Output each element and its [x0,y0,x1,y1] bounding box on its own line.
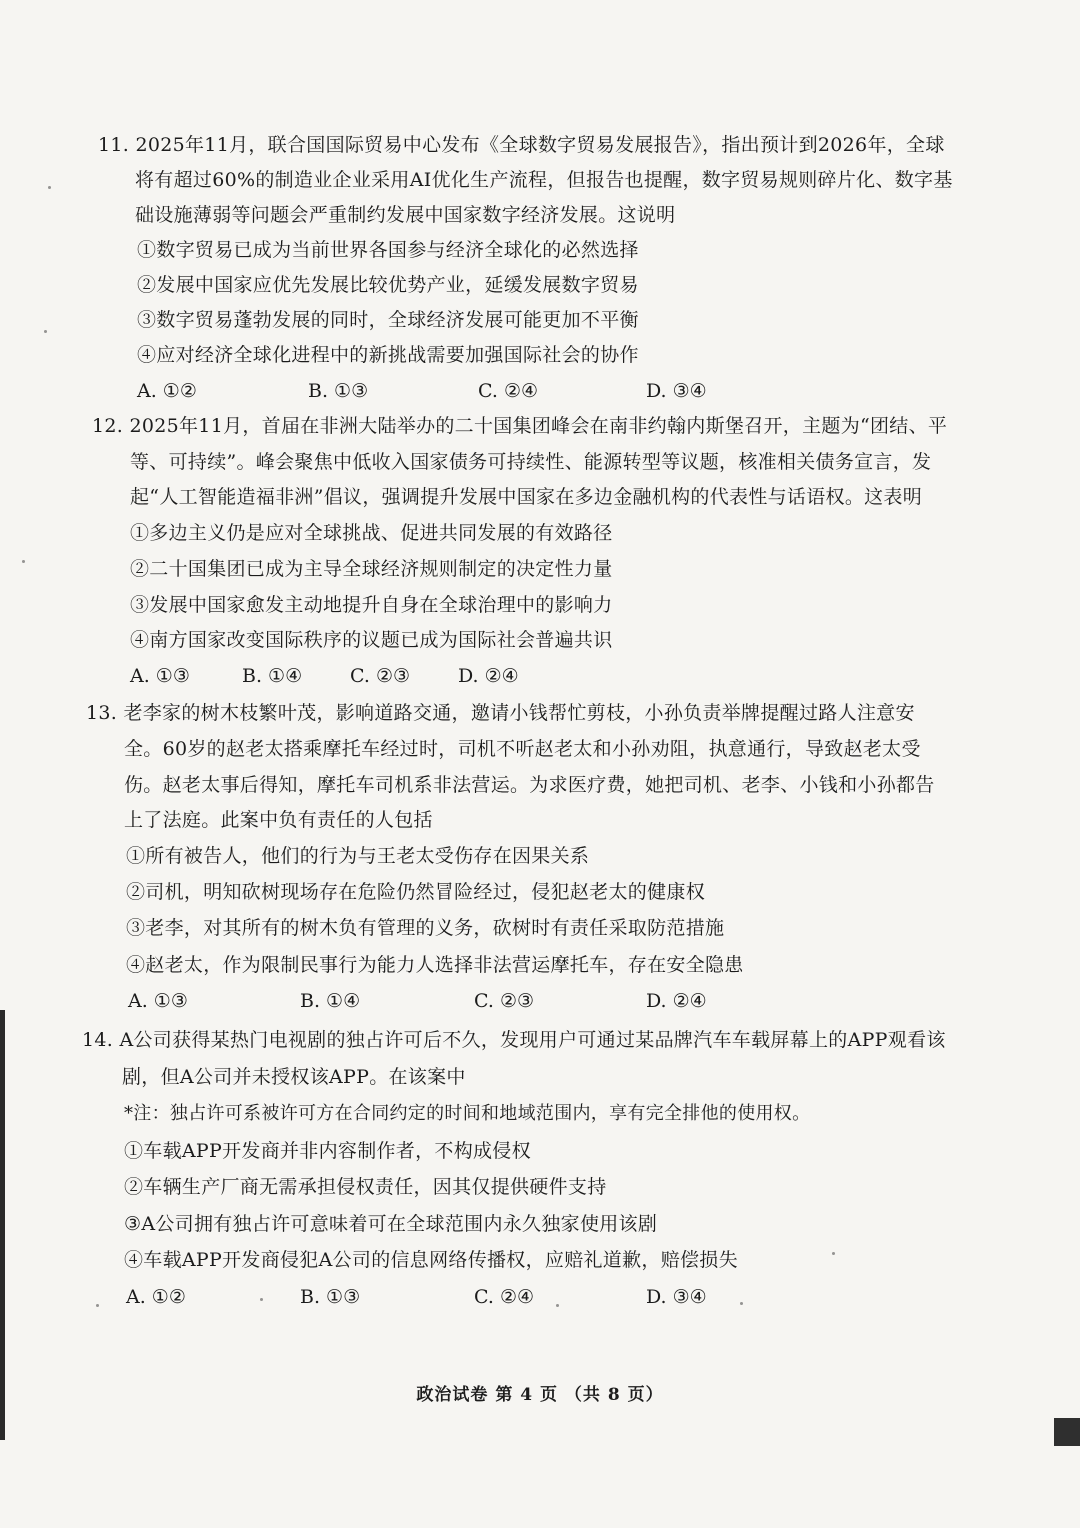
question-stem-line: 剧，但A公司并未授权该APP。在该案中 [122,1066,466,1088]
option-d[interactable]: D. ②④ [458,665,519,687]
option-b[interactable]: B. ①③ [300,1286,361,1308]
scan-speck [22,560,25,563]
statement-1: ①所有被告人，他们的行为与王老太受伤存在因果关系 [126,845,590,867]
scan-speck [44,330,47,333]
statement-4: ④南方国家改变国际秩序的议题已成为国际社会普遍共识 [130,629,613,651]
option-d[interactable]: D. ②④ [646,990,707,1012]
option-a[interactable]: A. ①② [137,380,197,402]
option-b[interactable]: B. ①③ [308,380,369,402]
question-stem-line: 伤。赵老太事后得知，摩托车司机系非法营运。为求医疗费，她把司机、老李、小钱和小孙都告 [124,774,935,796]
option-c[interactable]: C. ②③ [474,990,535,1012]
statement-2: ②发展中国家应优先发展比较优势产业，延缓发展数字贸易 [137,274,639,296]
option-c[interactable]: C. ②④ [474,1286,535,1308]
statement-3: ③发展中国家愈发主动地提升自身在全球治理中的影响力 [130,594,613,616]
statement-1: ①车载APP开发商并非内容制作者，不构成侵权 [124,1140,531,1162]
statement-4: ④赵老太，作为限制民事行为能力人选择非法营运摩托车，存在安全隐患 [126,954,744,976]
scan-speck [96,1304,99,1307]
question-stem-line: 等、可持续”。峰会聚焦中低收入国家债务可持续性、能源转型等议题，核准相关债务宣言，发 [130,451,932,473]
scan-speck [740,1302,743,1305]
option-b[interactable]: B. ①④ [242,665,303,687]
scan-speck [832,1252,835,1255]
option-c[interactable]: C. ②④ [478,380,539,402]
question-stem-line: 12. 2025年11月，首届在非洲大陆举办的二十国集团峰会在南非约翰内斯堡召开，主题为“团结、平 [92,415,948,437]
question-stem-line: 础设施薄弱等问题会严重制约发展中国家数字经济发展。这说明 [135,204,676,226]
scan-speck [260,1298,263,1301]
statement-3: ③老李，对其所有的树木负有管理的义务，砍树时有责任采取防范措施 [126,917,725,939]
footnote: *注：独占许可系被许可方在合同约定的时间和地域范围内，享有完全排他的使用权。 [124,1103,811,1124]
statement-2: ②车辆生产厂商无需承担侵权责任，因其仅提供硬件支持 [124,1176,607,1198]
option-a[interactable]: A. ①③ [128,990,188,1012]
scan-edge-shadow [0,1010,5,1440]
scan-edge-mark [1054,1418,1080,1446]
statement-4: ④车载APP开发商侵犯A公司的信息网络传播权，应赔礼道歉，赔偿损失 [124,1249,738,1271]
question-stem-line: 起“人工智能造福非洲”倡议，强调提升发展中国家在多边金融机构的代表性与话语权。这表明 [130,486,923,508]
option-a[interactable]: A. ①② [126,1286,186,1308]
statement-1: ①数字贸易已成为当前世界各国参与经济全球化的必然选择 [137,239,639,261]
option-d[interactable]: D. ③④ [646,380,707,402]
statement-2: ②司机，明知砍树现场存在危险仍然冒险经过，侵犯赵老太的健康权 [126,881,706,903]
option-a[interactable]: A. ①③ [130,665,190,687]
statement-3: ③数字贸易蓬勃发展的同时，全球经济发展可能更加不平衡 [137,309,639,331]
scan-speck [48,186,51,189]
statement-4: ④应对经济全球化进程中的新挑战需要加强国际社会的协作 [137,344,639,366]
question-stem-line: 14. A公司获得某热门电视剧的独占许可后不久，发现用户可通过某品牌汽车车载屏幕上的APP观看该 [82,1029,946,1051]
question-stem-line: 上了法庭。此案中负有责任的人包括 [124,809,433,831]
question-stem-line: 13. 老李家的树木枝繁叶茂，影响道路交通，邀请小钱帮忙剪枝，小孙负责举牌提醒过路人注意安 [86,702,915,724]
option-b[interactable]: B. ①④ [300,990,361,1012]
option-c[interactable]: C. ②③ [350,665,411,687]
option-d[interactable]: D. ③④ [646,1286,707,1308]
scan-speck [556,1304,559,1307]
page-footer: 政治试卷 第 4 页 （共 8 页） [416,1385,664,1405]
statement-1: ①多边主义仍是应对全球挑战、促进共同发展的有效路径 [130,522,613,544]
question-stem-line: 将有超过60%的制造业企业采用AI优化生产流程，但报告也提醒，数字贸易规则碎片化、数字基 [135,169,953,191]
statement-2: ②二十国集团已成为主导全球经济规则制定的决定性力量 [130,558,613,580]
question-stem-line: 11. 2025年11月，联合国国际贸易中心发布《全球数字贸易发展报告》，指出预计到2026年，全球 [98,134,945,156]
statement-3: ③A公司拥有独占许可意味着可在全球范围内永久独家使用该剧 [124,1213,658,1235]
question-stem-line: 全。60岁的赵老太搭乘摩托车经过时，司机不听赵老太和小孙劝阻，执意通行，导致赵老太受 [124,738,921,760]
